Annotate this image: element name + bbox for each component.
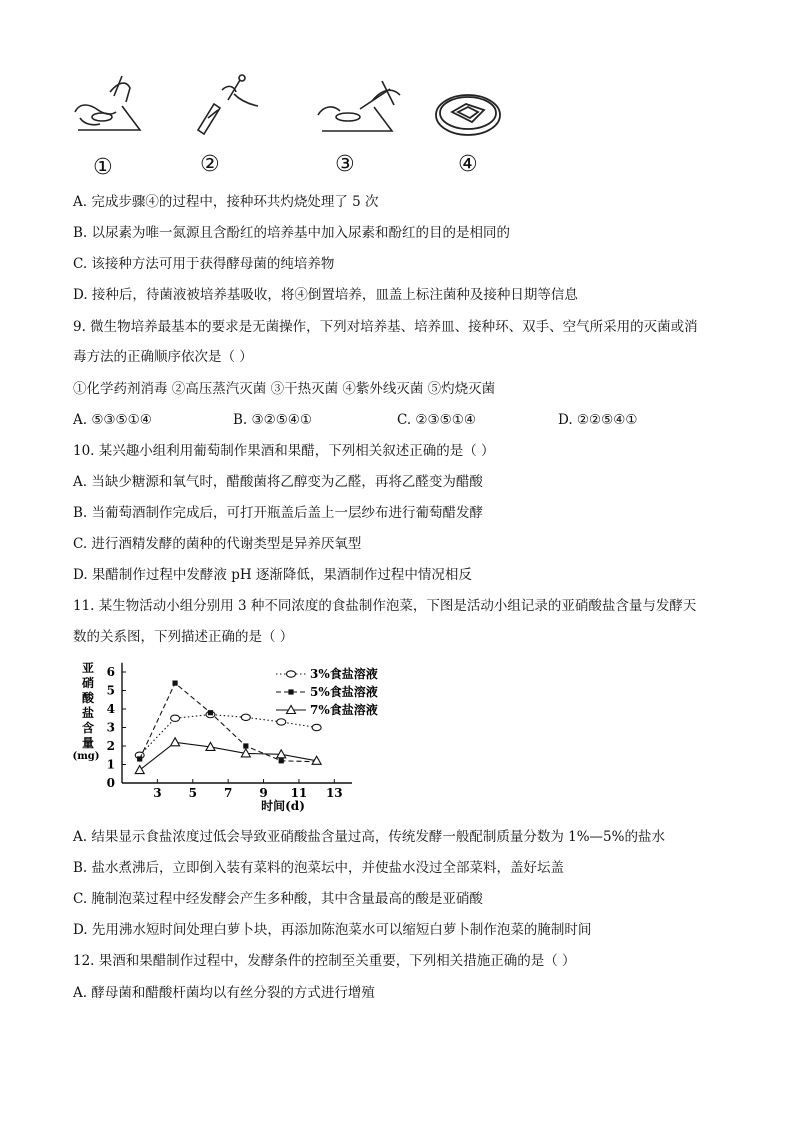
legend-label: 7%食盐溶液	[310, 703, 378, 717]
y-axis-label-char: 亚	[81, 661, 95, 675]
y-axis-label	[72, 660, 99, 762]
y-tick-label: 2	[106, 739, 115, 753]
q10-option-c: C. 进行酒精发酵的菌种的代谢类型是异养厌氧型	[73, 536, 362, 552]
x-tick-label: 9	[259, 786, 268, 800]
data-point	[171, 738, 180, 746]
x-tick-label: 13	[325, 786, 343, 800]
x-tick-label: 3	[153, 786, 162, 800]
x-tick-label: 11	[290, 786, 308, 800]
figure-label-4: ④	[458, 152, 478, 177]
data-point	[279, 758, 284, 763]
q10-option-b: B. 当葡萄酒制作完成后，可打开瓶盖后盖上一层纱布进行葡萄醋发酵	[73, 505, 484, 521]
q11-stem-line2: 数的关系图，下列描述正确的是（ ）	[73, 629, 294, 645]
data-point	[135, 766, 144, 774]
data-point	[277, 719, 286, 725]
x-tick-label: 7	[223, 786, 233, 800]
figure-label-1: ①	[93, 155, 113, 180]
q9-option-d: D. ②②⑤④①	[558, 412, 638, 428]
q9-option-a: A. ⑤③⑤①④	[73, 412, 152, 428]
y-axis-label-char: 盐	[81, 706, 95, 720]
figure-step-3	[312, 75, 412, 140]
legend-marker	[288, 689, 293, 694]
data-point	[172, 681, 177, 686]
y-axis-label-char: 含	[81, 721, 95, 735]
nitrite-chart-svg	[70, 658, 400, 818]
flame-tube-icon	[178, 70, 268, 140]
q10-option-d: D. 果醋制作过程中发酵液 pH 逐渐降低，果酒制作过程中情况相反	[73, 567, 472, 583]
figure-step-1	[70, 72, 150, 142]
y-tick-label: 3	[106, 720, 115, 735]
q10-option-a: A. 当缺少糖源和氧气时，醋酸菌将乙醇变为乙醛，再将乙醛变为醋酸	[73, 474, 483, 490]
q11-option-a: A. 结果显示食盐浓度过低会导致亚硝酸盐含量过高，传统发酵一般配制质量分数为 1%—5%的盐水	[73, 829, 665, 845]
data-point	[137, 756, 142, 761]
data-point	[208, 710, 213, 715]
q8-option-d: D. 接种后，待菌液被培养基吸收，将④倒置培养，皿盖上标注菌种及接种日期等信息	[73, 287, 578, 303]
x-tick-label: 5	[188, 786, 197, 800]
q11-option-d: D. 先用沸水短时间处理白萝卜块，再添加陈泡菜水可以缩短白萝卜制作泡菜的腌制时间	[73, 922, 592, 938]
legend-marker	[287, 671, 296, 677]
q12-option-a: A. 酵母菌和醋酸杆菌均以有丝分裂的方式进行增殖	[73, 985, 375, 1001]
q8-option-b: B. 以尿素为唯一氮源且含酚红的培养基中加入尿素和酚红的目的是相同的	[73, 225, 511, 241]
q8-option-c: C. 该接种方法可用于获得酵母菌的纯培养物	[73, 256, 335, 272]
q9-stem-line1: 9. 微生物培养最基本的要求是无菌操作，下列对培养基、培养皿、接种环、双手、空气所采用的灭菌或消	[73, 319, 698, 335]
legend	[276, 666, 378, 717]
hand-inoculation-icon	[70, 72, 150, 142]
y-tick-label: 6	[106, 665, 115, 679]
nitrite-chart	[70, 658, 400, 818]
data-point	[241, 714, 250, 720]
legend-label: 3%食盐溶液	[310, 667, 378, 681]
y-axis-label-char: 硝	[81, 676, 95, 690]
q10-stem: 10. 某兴趣小组利用葡萄制作果酒和果醋，下列相关叙述正确的是（ ）	[73, 443, 495, 459]
y-axis-label-char: 酸	[81, 691, 95, 705]
y-tick-label: 1	[106, 757, 115, 772]
petri-dish-icon	[432, 90, 504, 140]
plot-area	[107, 663, 352, 800]
figure-step-2	[178, 70, 268, 140]
q9-stem-line2: 毒方法的正确顺序依次是（ ）	[73, 349, 253, 365]
streak-plate-icon	[312, 75, 412, 140]
legend-label: 5%食盐溶液	[310, 685, 378, 699]
y-tick-label: 4	[106, 702, 115, 716]
figure-step-4	[432, 90, 504, 140]
q9-option-b: B. ③②⑤④①	[233, 412, 313, 428]
y-tick-label: 5	[106, 683, 115, 698]
data-point	[171, 715, 180, 721]
figure-label-2: ②	[200, 152, 220, 177]
series-line	[140, 742, 317, 770]
q11-option-b: B. 盐水煮沸后，立即倒入装有菜料的泡菜坛中，并使盐水没过全部菜料，盖好坛盖	[73, 860, 565, 876]
figure-label-3: ③	[335, 152, 355, 177]
q11-stem-line1: 11. 某生物活动小组分别用 3 种不同浓度的食盐制作泡菜，下图是活动小组记录的亚硝酸盐含量与发酵天	[73, 598, 697, 614]
q11-option-c: C. 腌制泡菜过程中经发酵会产生多种酸，其中含量最高的酸是亚硝酸	[73, 891, 483, 907]
q12-stem: 12. 果酒和果醋制作过程中，发酵条件的控制至关重要，下列相关措施正确的是（ ）	[73, 953, 576, 969]
q9-option-c: C. ②③⑤①④	[397, 412, 476, 428]
q9-methods: ①化学药剂消毒 ②高压蒸汽灭菌 ③干热灭菌 ④紫外线灭菌 ⑤灼烧灭菌	[73, 381, 496, 397]
y-axis-label-unit: (mg)	[72, 751, 100, 762]
q8-option-a: A. 完成步骤④的过程中，接种环共灼烧处理了 5 次	[73, 194, 379, 210]
y-tick-label: 0	[106, 776, 115, 790]
data-point	[312, 724, 321, 730]
y-axis-label-char: 量	[81, 736, 95, 750]
x-axis-label: 时间(d)	[261, 799, 305, 813]
